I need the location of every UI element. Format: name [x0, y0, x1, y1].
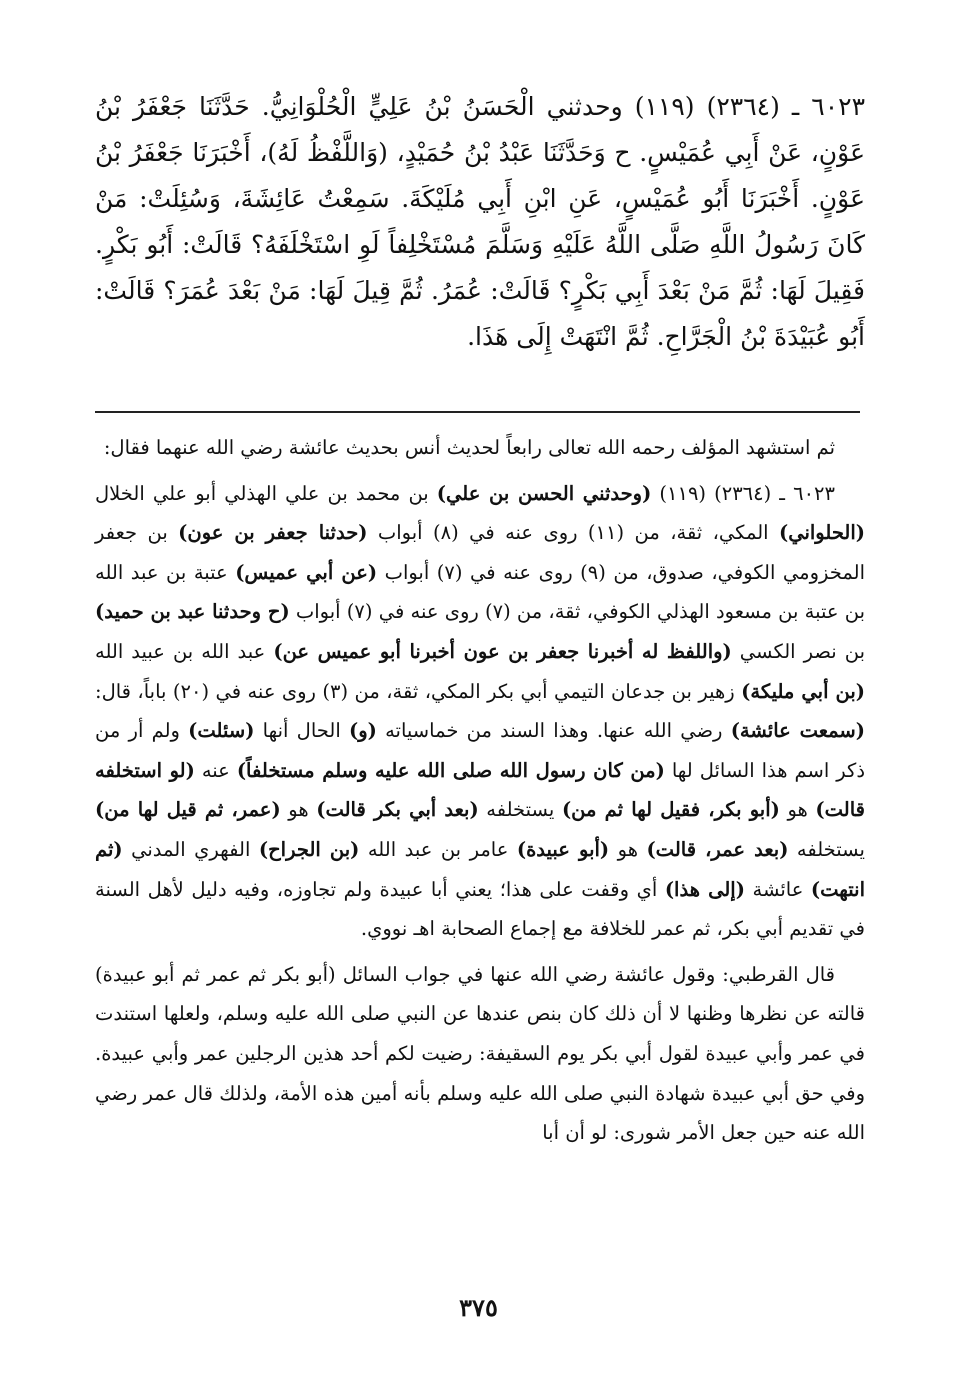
commentary-segment: بن نصر الكسي: [731, 639, 865, 663]
commentary-quote: (و): [348, 719, 377, 743]
commentary-quote: (حدثنا جعفر بن عون): [178, 521, 368, 545]
commentary-segment: رضي الله عنها. وهذا السند من خماسياته: [376, 719, 731, 743]
commentary-segment: هو: [609, 837, 647, 861]
commentary-intro: ثم استشهد المؤلف رحمه الله تعالى رابعاً لحديث أنس بحديث عائشة رضي الله عنهما فقال:: [103, 436, 835, 459]
commentary-quote: (وحدثني الحسن بن علي): [436, 481, 652, 505]
commentary-quote: (لو استخلفه قالت): [95, 758, 865, 822]
commentary-quote: (بعد عمر، قالت): [646, 837, 789, 861]
commentary-quote: (عمر، ثم قيل لها من): [95, 798, 281, 822]
commentary-quote: (أبو عبيدة): [516, 837, 610, 861]
commentary-segment: عبد الله بن عبيد الله: [95, 639, 274, 663]
commentary-quote: (بعد أبي بكر قالت): [316, 798, 479, 822]
commentary-segment: عائشة: [744, 877, 811, 901]
commentary-quote: (من كان رسول الله صلى الله عليه وسلم مستخلفاً): [236, 758, 665, 782]
commentary-quote: (إلى هذا): [664, 877, 745, 901]
commentary-quote: (سمعت عائشة): [730, 719, 865, 743]
hadith-text: ٦٠٢٣ ـ (٢٣٦٤) (١١٩) وحدثني الْحَسَنُ بْنُ عَلِيٍّ الْحُلْوَانِيُّ. حَدَّثَنَا جَعْفَرُ بْنُ عَوْنٍ، عَنْ أَبِي عُمَيْسٍ. ح وَحَدَّثَنَا عَبْدُ بْنُ حُمَيْدٍ، (وَاللَّفْظُ لَهُ)، أَخْبَرَنَا جَعْفَرُ بْنُ عَوْنٍ. أَخْبَرَنَا أَبُو عُمَيْسٍ، عَنِ ابْنِ أَبِي مُلَيْكَةَ. سَمِعْتُ عَائِشَةَ، وَسُئِلَتْ: مَنْ كَانَ رَسُولُ اللَّهِ صَلَّى اللَّهُ عَلَيْهِ وَسَلَّمَ مُسْتَخْلِفاً لَوِ اسْتَخْلَفَهُ؟ قَالَتْ: أَبُو بَكْرٍ. فَقِيلَ لَهَا: ثُمَّ مَنْ بَعْدَ أَبِي بَكْرٍ؟ قَالَتْ: عُمَرُ. ثُمَّ قِيلَ لَهَا: مَنْ بَعْدَ عُمَرَ؟ قَالَتْ: أَبُو عُبَيْدَةَ بْنُ الْجَرَّاحِ. ثُمَّ انْتَهَتْ إِلَى هَذَا.: [95, 92, 865, 351]
commentary-segment: يستخلفه: [788, 837, 865, 861]
commentary-qurtubi-paragraph: قال القرطبي: وقول عائشة رضي الله عنها في جواب السائل (أبو بكر ثم عمر ثم أبو عبيدة) قالته عن نظرها وظنها لا أن ذلك كان بنص عندها عن النبي صلى الله عليه وسلم، ولعلها استندت في عمر وأبي عبيدة لقول أبي بكر يوم السقيفة: رضيت لكم أحد هذين الرجلين عمر وأبي عبيدة. وفي حق أبي عبيدة شهادة النبي صلى الله عليه وسلم بأنه أمين هذه الأمة، ولذلك قال عمر رضي الله عنه حين جعل الأمر شورى: لو أن أبا: [95, 962, 865, 1145]
commentary-quote: (بن الجراح): [258, 837, 360, 861]
commentary-quote: (عن أبي عميس): [235, 560, 378, 584]
hadith-block: [95, 84, 865, 360]
commentary-quote: (سئلت): [188, 719, 255, 743]
commentary-isnad-paragraph: [95, 474, 865, 949]
commentary-segment: أي وقفت على هذا؛ يعني أبا عبيدة ولم تجاوزه، وفيه دليل لأهل السنة في تقديم أبي بكر، ثم عمر للخلافة مع إجماع الصحابة اهـ نووي.: [95, 877, 865, 941]
commentary-segment: بن جعفر المخزومي الكوفي، صدوق، من (٩) روى عنه في (٧) أبواب: [95, 521, 866, 584]
commentary-segment: الحال أنها: [254, 719, 349, 743]
commentary-quote: (واللفظ له أخبرنا جعفر بن عون أخبرنا أبو عميس عن): [273, 639, 732, 663]
commentary-segment: هو: [779, 798, 816, 822]
commentary-segment: ٦٠٢٣ ـ (٢٣٦٤) (١١٩): [651, 481, 835, 505]
commentary-segment: المكي، ثقة، من (١١) روى عنه في (٨) أبواب: [367, 521, 779, 545]
commentary-segment: ولم أر من ذكر اسم هذا السائل لها: [95, 719, 866, 782]
commentary-segment: هو: [280, 798, 317, 822]
commentary-segment: زهير بن جدعان التيمي أبي بكر المكي، ثقة، من (٣) روى عنه في (٢٠) باباً، قال:: [95, 679, 742, 703]
commentary-block: [95, 428, 865, 1159]
commentary-segment: عامر بن عبد الله: [359, 837, 517, 861]
commentary-segment: يستخلفه: [478, 798, 562, 822]
commentary-quote: (ثم انتهت): [95, 837, 865, 901]
commentary-quote: (بن أبي مليكة): [741, 679, 865, 703]
commentary-quote: (ح وحدثنا عبد بن حميد): [95, 600, 290, 624]
commentary-segment: عتبة بن عبد الله بن عتبة بن مسعود الهذلي الكوفي، ثقة، من (٧) روى عنه في (٧) أبواب: [95, 560, 865, 624]
commentary-segment: الفهري المدني: [122, 837, 259, 861]
footnote-divider: [95, 411, 860, 413]
commentary-quote: (أبو بكر، فقيل لها ثم من): [561, 798, 780, 822]
commentary-quote: (الحلواني): [778, 521, 866, 545]
commentary-segment: عنه: [194, 758, 237, 782]
commentary-segment: بن محمد بن علي الهذلي أبو علي الخلال: [95, 481, 437, 505]
page-number: ٣٧٥: [459, 1293, 498, 1322]
